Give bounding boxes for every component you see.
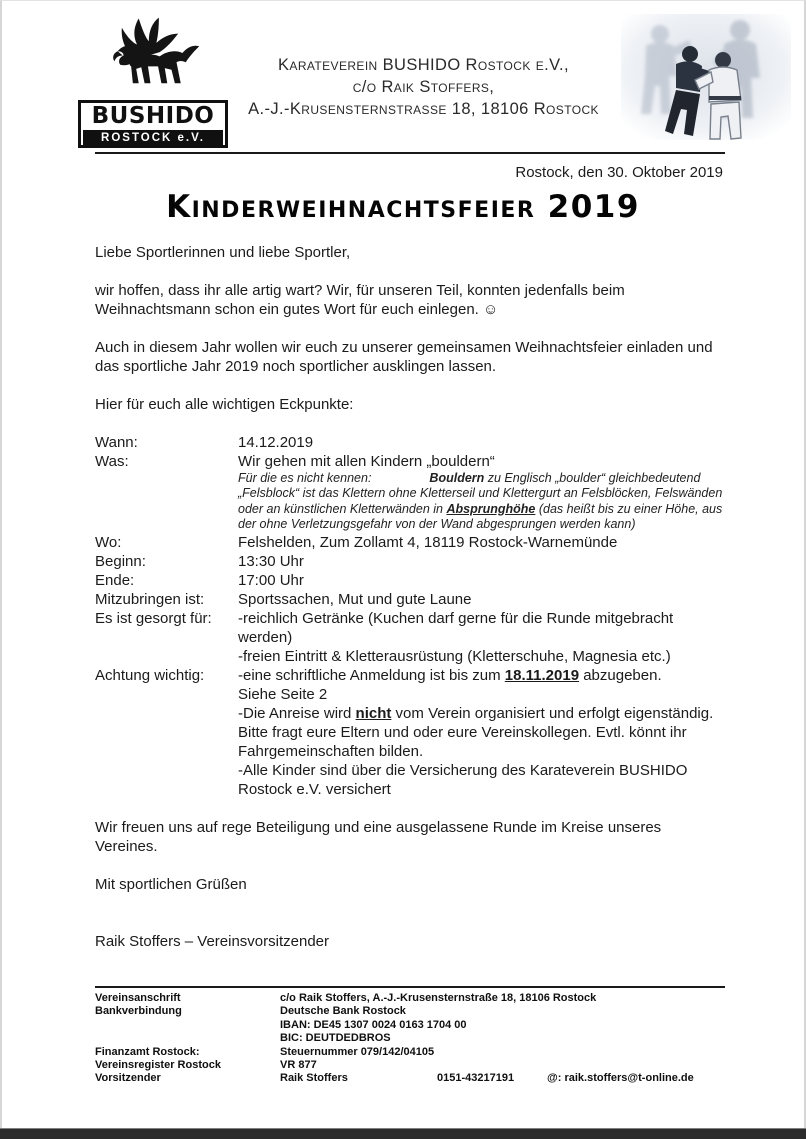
footer-label: Vorsitzender [95,1072,161,1085]
signature-line: Raik Stoffers – Vereinsvorsitzender [95,932,330,950]
anmeldung-line-2: Siehe Seite 2 [238,685,328,703]
fine-print-absprunghoehe: Absprunghöhe [446,501,536,516]
versicherung-line: -Alle Kinder sind über die Versicherung des Karateverein BUSHIDO Rostock e.V. versichert [238,761,688,798]
detail-value [238,609,727,666]
logo-sub-text: ROSTOCK e.V. [83,130,223,145]
detail-value: Sportssachen, Mut und gute Laune [238,590,472,608]
chairman-email: @: raik.stoffers@t-online.de [547,1072,694,1085]
gesorgt-line-1: -reichlich Getränke (Kuchen darf gerne für die Runde mitgebracht werden) [238,609,674,646]
fine-print-bouldern: Bouldern [429,471,485,485]
salutation: Liebe Sportlerinnen und liebe Sportler, [95,244,351,261]
footer-value-bic: BIC: DEUTDEDBROS [280,1032,391,1045]
footer-value: Deutsche Bank Rostock [280,1005,406,1018]
detail-label: Achtung wichtig: [95,666,205,684]
detail-value: Felshelden, Zum Zollamt 4, 18119 Rostock-Warnemünde [238,533,618,551]
fine-print-intro: Für die es nicht kennen: [238,471,372,485]
detail-value [238,666,727,799]
bushido-logo [72,14,234,148]
detail-label: Es ist gesorgt für: [95,609,212,627]
bouldern-fine-print [238,471,727,533]
club-address-line-1: Karateverein BUSHIDO Rostock e.V., [278,56,569,74]
page-bottom-edge [0,1128,806,1139]
footer-label [95,1032,280,1045]
anreise-pre: -Die Anreise wird [238,704,356,722]
footer-value: c/o Raik Stoffers, A.-J.-Krusensternstraße 18, 18106 Rostock [280,992,597,1004]
footer-label: Vereinsregister Rostock [95,1059,221,1072]
chairman-name: Raik Stoffers [280,1072,348,1085]
logo-wordmark [78,100,228,148]
detail-value: Wir gehen mit allen Kindern „bouldern“ [238,453,495,470]
anmeldung-line [238,666,727,685]
detail-row-beginn [95,552,727,571]
detail-row-ende [95,571,727,590]
detail-value: 17:00 Uhr [238,571,304,589]
anreise-line [238,704,727,761]
detail-label: Beginn: [95,552,146,570]
anmeldung-pre: -eine schriftliche Anmeldung ist bis zum [238,666,505,684]
anmeldung-deadline: 18.11.2019 [504,666,580,684]
detail-value: 13:30 Uhr [238,552,304,570]
footer-value [280,1072,725,1085]
detail-value: 14.12.2019 [238,434,314,451]
footer-row [95,1046,725,1059]
detail-label: Wann: [95,434,138,451]
gesorgt-line-2: -freien Eintritt & Kletterausrüstung (Kletterschuhe, Magnesia etc.) [238,647,671,665]
footer-label: Bankverbindung [95,1005,182,1018]
logo-brand-text: BUSHIDO [91,103,215,129]
anreise-post: vom Verein organisiert und erfolgt eigenständig. Bitte fragt eure Eltern und oder eure Vereinskollegen. Evtl. könnt ihr Fahrgemeinschaften bilden. [238,704,714,760]
footer-label: Vereinsanschrift [95,992,181,1004]
regards-line: Mit sportlichen Grüßen [95,875,247,893]
header-divider [95,152,725,154]
paragraph-invite: Auch in diesem Jahr wollen wir euch zu unserer gemeinsamen Weihnachtsfeier einladen und das sportliche Jahr 2019 noch sportlicher ausklingen lassen. [95,339,713,375]
chairman-phone: 0151-43217191 [437,1072,515,1085]
detail-row-gesorgt [95,609,727,666]
anreise-nicht: nicht [355,704,392,722]
detail-row-wo [95,533,727,552]
detail-label: Ende: [95,571,135,589]
detail-label: Mitzubringen ist: [95,590,205,608]
footer-value-iban: IBAN: DE45 1307 0024 0163 1704 00 [280,1018,467,1031]
footer-row [95,1019,725,1032]
footer-value: Steuernummer 079/142/04105 [280,1045,435,1058]
letter-title: Kinderweihnachtsfeier 2019 [166,189,640,225]
detail-row-achtung [95,666,727,799]
karate-photo [613,14,798,144]
footer-label [95,1019,280,1032]
anmeldung-post: abzugeben. [579,666,662,684]
footer-row [95,1032,725,1045]
detail-label: Wo: [95,533,122,551]
paragraph-hope: wir hoffen, dass ihr alle artig wart? Wir, für unseren Teil, konnten jedenfalls beim Weihnachtsmann schon ein gutes Wort für euch einlegen. ☺ [95,282,625,318]
griffin-icon [93,16,213,100]
footer-row-vorsitzender [95,1072,725,1085]
letterhead [72,14,798,148]
closing-paragraph: Wir freuen uns auf rege Beteiligung und eine ausgelassene Runde im Kreise unseres Vereines. [95,818,662,855]
club-address-line-3: A.-J.-Krusensternstrasse 18, 18106 Rostock [248,100,599,118]
fine-print-text-2: (das heißt bis zu einer Höhe, aus der ohne Verletzungsgefahr von der Wand abgesprungen werden kann) [238,501,723,532]
fine-print-text-1: zu Englisch „boulder“ gleichbedeutend „Felsblock“ ist das Klettern ohne Kletterseil und Klettergurt an Felsblöcken, Felswänden oder an künstlichen Kletterwänden in [238,471,723,516]
detail-label: Was: [95,453,129,470]
club-address [234,14,613,120]
detail-row-was [95,452,727,471]
footer-row [95,1059,725,1072]
footer-row [95,1005,725,1018]
footer-row [95,992,725,1005]
date-line: Rostock, den 30. Oktober 2019 [515,164,723,181]
detail-row-wann [95,433,727,452]
paragraph-eckpunkte: Hier für euch alle wichtigen Eckpunkte: [95,396,354,413]
letter-footer [95,986,725,1086]
detail-row-mitzubringen [95,590,727,609]
letter-body [95,243,727,951]
footer-label: Finanzamt Rostock: [95,1045,200,1058]
event-details [95,433,727,799]
club-address-line-2: c/o Raik Stoffers, [352,78,495,96]
footer-value: VR 877 [280,1059,317,1072]
